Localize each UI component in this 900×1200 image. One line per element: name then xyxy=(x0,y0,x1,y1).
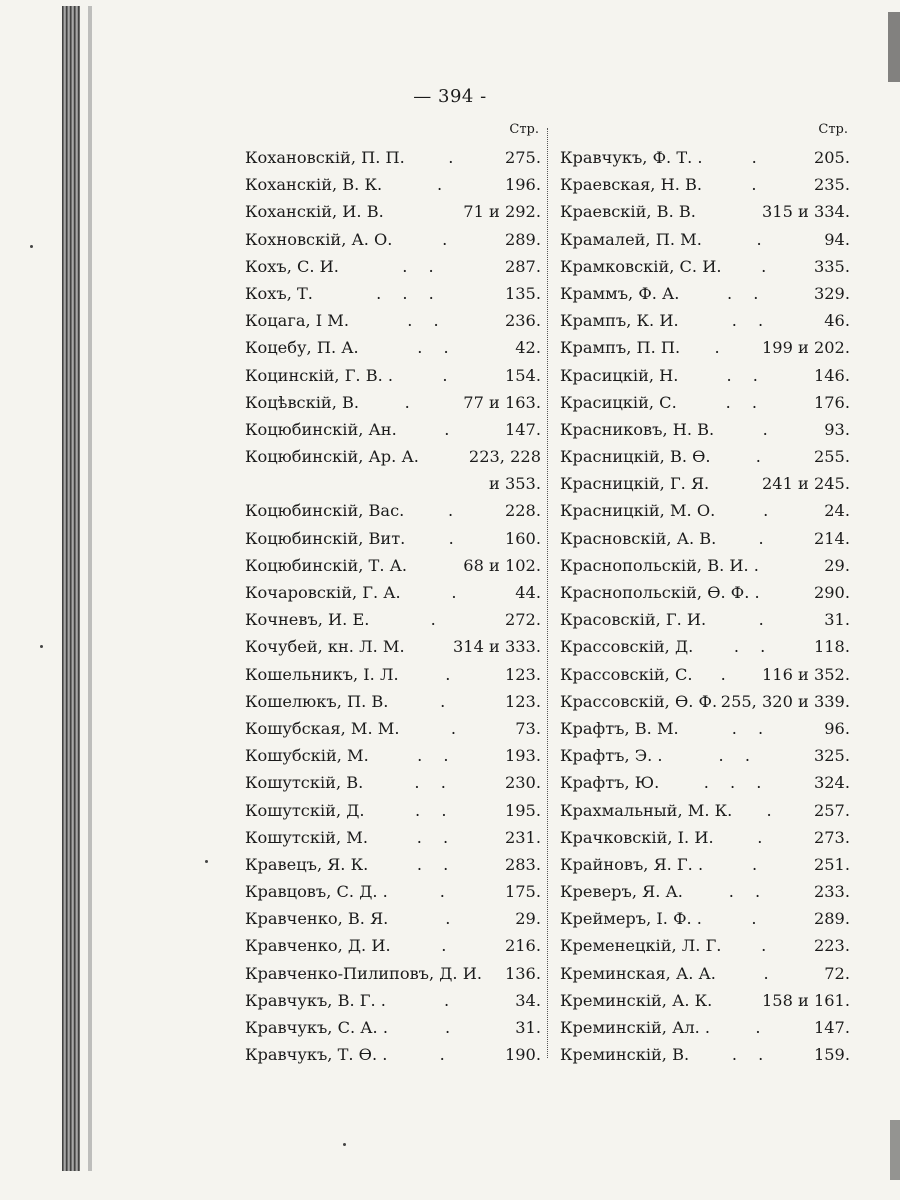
index-entry xyxy=(560,606,850,633)
index-entry xyxy=(560,932,850,959)
entry-page-ref: 123. xyxy=(504,664,541,684)
index-entry xyxy=(560,688,850,715)
entry-leader-dots xyxy=(712,987,762,1014)
index-entry xyxy=(245,552,541,579)
index-entry xyxy=(560,334,850,361)
index-entry xyxy=(560,144,850,171)
entry-page-ref: 195. xyxy=(504,800,541,820)
index-entry xyxy=(245,280,541,307)
entry-leader-dots: . xyxy=(762,419,776,439)
entry-leader-dots: . xyxy=(451,583,465,602)
page-edge-mark-top xyxy=(888,12,900,82)
book-spine-edge xyxy=(88,6,92,1171)
entry-leader-dots xyxy=(760,579,814,606)
entry-page-ref: 160. xyxy=(504,528,541,548)
entry-name: Крафтъ, Ю. xyxy=(560,773,660,793)
entry-leader-dots: . . xyxy=(416,854,457,874)
entry-leader-dots xyxy=(419,443,469,470)
entry-page-ref: 147. xyxy=(504,419,541,439)
entry-leader-dots: . . xyxy=(726,365,766,385)
entry-leader-dots: . xyxy=(751,854,766,874)
entry-leader-dots: . . xyxy=(402,256,442,276)
index-entry xyxy=(560,742,850,769)
entry-name: Кравцовъ, С. Д. . xyxy=(245,882,388,902)
entry-leader-dots: . xyxy=(445,1018,459,1037)
entry-name: Краевскій, В. В. xyxy=(560,202,696,222)
entry-name: Красницкій, М. О. xyxy=(560,501,716,521)
entry-name: Краевская, Н. В. xyxy=(560,175,703,195)
index-entry xyxy=(245,905,541,932)
index-entry xyxy=(245,960,541,987)
entry-leader-dots: . xyxy=(755,447,769,467)
entry-page-ref: 31. xyxy=(824,610,850,630)
index-entries-left xyxy=(245,144,541,1068)
entry-name: Коцюбинскій, Ар. А. xyxy=(245,447,419,467)
entry-name: Креймеръ, І. Ф. . xyxy=(560,909,702,929)
entry-name: Коцюбинскій, Вас. xyxy=(245,501,405,521)
entry-page-ref: 96. xyxy=(824,718,850,738)
entry-name: Коцинскій, Г. В. . xyxy=(245,365,394,385)
entry-name: Кочневъ, И. Е. xyxy=(245,610,370,630)
entry-page-ref: 289. xyxy=(504,229,541,249)
entry-name: Крассовскій, С. xyxy=(560,664,693,684)
index-entry xyxy=(560,797,850,824)
entry-page-ref: 176. xyxy=(813,392,850,412)
entry-page-ref: 190. xyxy=(504,1045,541,1065)
entry-name: Кравчукъ, В. Г. . xyxy=(245,990,386,1010)
entry-name: Красовскій, Г. И. xyxy=(560,610,707,630)
entry-name: Кочаровскій, Г. А. xyxy=(245,583,401,602)
index-entry xyxy=(245,525,541,552)
entry-page-ref: 31. xyxy=(515,1018,541,1037)
entry-leader-dots: . . xyxy=(725,392,766,412)
print-speck xyxy=(205,860,208,863)
entry-page-ref: 158 и 161. xyxy=(761,990,850,1010)
index-entry xyxy=(245,362,541,389)
entry-name: Кохновскій, А. О. xyxy=(245,229,393,249)
page-column-header: Стр. xyxy=(509,122,539,137)
entry-leader-dots: . xyxy=(442,365,456,385)
index-entry xyxy=(245,198,541,225)
print-speck xyxy=(30,245,33,248)
entry-page-ref: 235. xyxy=(813,175,850,195)
entry-leader-dots: . xyxy=(756,229,770,249)
entry-page-ref: 251. xyxy=(813,854,850,874)
entry-name: Коцѣвскій, В. xyxy=(245,392,360,412)
index-entry xyxy=(560,878,850,905)
entry-leader-dots: . xyxy=(441,936,455,956)
entry-leader-dots: . xyxy=(448,501,462,521)
entry-name: Кравчукъ, С. А. . xyxy=(245,1018,388,1037)
entry-name: Коцюбинскій, Вит. xyxy=(245,528,406,548)
book-spine-shadow xyxy=(62,6,80,1171)
entry-page-ref: 34. xyxy=(515,990,541,1010)
page-column-header: Стр. xyxy=(818,122,848,137)
index-entry xyxy=(560,851,850,878)
entry-leader-dots xyxy=(759,552,824,579)
entry-leader-dots: . . xyxy=(731,311,772,331)
index-entry xyxy=(245,606,541,633)
entry-page-ref: 283. xyxy=(504,854,541,874)
index-entry xyxy=(560,525,850,552)
entry-page-ref: 154. xyxy=(504,365,541,385)
entry-page-ref: 44. xyxy=(515,583,541,602)
index-entry xyxy=(560,470,850,497)
entry-name: Крачковскій, І. И. xyxy=(560,827,714,847)
entry-page-ref: 223, 228 xyxy=(468,447,541,467)
entry-page-ref: 230. xyxy=(504,773,541,793)
entry-page-ref: 255, 320 и 339. xyxy=(720,691,850,711)
entry-name: Кременецкій, Л. Г. xyxy=(560,936,722,956)
entry-leader-dots: . xyxy=(758,528,772,548)
entry-leader-dots: . xyxy=(448,148,462,167)
entry-page-ref: 175. xyxy=(504,882,541,902)
index-entry xyxy=(245,878,541,905)
entry-leader-dots: . . xyxy=(728,882,769,902)
entry-page-ref: 193. xyxy=(504,746,541,766)
entry-page-ref: 205. xyxy=(813,148,850,167)
entry-leader-dots: . xyxy=(450,718,464,738)
index-entry xyxy=(560,824,850,851)
print-speck xyxy=(343,1143,346,1146)
entry-name: Коцебу, П. А. xyxy=(245,338,359,358)
entry-leader-dots: . . xyxy=(416,827,457,847)
entry-page-ref: 233. xyxy=(813,882,850,902)
entry-leader-dots: . xyxy=(757,827,771,847)
entry-page-ref: 93. xyxy=(824,419,850,439)
entry-leader-dots: . xyxy=(755,1018,769,1037)
index-entry xyxy=(245,443,541,470)
entry-page-ref: 136. xyxy=(504,963,541,983)
entry-leader-dots xyxy=(696,198,762,225)
entry-leader-dots: . xyxy=(439,882,453,902)
entry-leader-dots: . . xyxy=(733,637,774,657)
entry-name: Крафтъ, Э. . xyxy=(560,746,663,766)
page-number: — 394 - xyxy=(413,86,487,107)
entry-leader-dots: . xyxy=(714,338,728,358)
entry-name: Кохъ, Т. xyxy=(245,283,313,303)
entry-name: Коцага, І М. xyxy=(245,311,350,331)
index-entries-right xyxy=(560,144,850,1068)
entry-leader-dots: . xyxy=(720,664,734,684)
page-edge-mark-bottom xyxy=(890,1120,900,1180)
index-entry xyxy=(245,742,541,769)
entry-page-ref: 257. xyxy=(813,800,850,820)
index-entry xyxy=(560,769,850,796)
index-entry xyxy=(245,824,541,851)
index-entry xyxy=(245,797,541,824)
index-entry xyxy=(245,307,541,334)
entry-name: Кохъ, С. И. xyxy=(245,256,339,276)
entry-page-ref: 231. xyxy=(504,827,541,847)
print-speck xyxy=(40,645,43,648)
entry-page-ref: 273. xyxy=(813,827,850,847)
entry-page-ref: 255. xyxy=(813,447,850,467)
entry-name: Кочубей, кн. Л. М. xyxy=(245,637,405,657)
entry-name: Красницкій, В. Ѳ. xyxy=(560,447,711,467)
index-entry xyxy=(245,1041,541,1068)
entry-leader-dots: . xyxy=(444,990,458,1010)
entry-name: Креминская, А. А. xyxy=(560,963,716,983)
entry-name: Коцюбинскій, Т. А. xyxy=(245,555,408,575)
entry-leader-dots: . . xyxy=(731,718,772,738)
entry-page-ref: 159. xyxy=(813,1045,850,1065)
entry-name: Кошутскій, Д. xyxy=(245,800,365,820)
entry-page-ref: 146. xyxy=(813,365,850,385)
entry-name: Кравчукъ, Ф. Т. . xyxy=(560,148,703,167)
entry-page-ref: 329. xyxy=(813,283,850,303)
index-entry xyxy=(560,987,850,1014)
entry-leader-dots: . xyxy=(758,610,772,630)
entry-name: Красницкій, Г. Я. xyxy=(560,474,710,494)
entry-name: Крафтъ, В. М. xyxy=(560,718,679,738)
entry-leader-dots: . . xyxy=(407,311,447,331)
entry-name: Кравченко-Пилиповъ, Д. И. xyxy=(245,963,482,983)
entry-name: Кравченко, В. Я. xyxy=(245,909,389,929)
entry-page-ref: 325. xyxy=(813,746,850,766)
entry-leader-dots: . xyxy=(436,175,451,195)
entry-page-ref: 118. xyxy=(813,637,850,657)
entry-leader-dots: . . . xyxy=(376,283,442,303)
entry-name: Крампъ, К. И. xyxy=(560,311,679,331)
index-entry xyxy=(245,932,541,959)
entry-page-ref: 135. xyxy=(504,283,541,303)
entry-page-ref: 24. xyxy=(824,501,850,521)
entry-leader-dots: . xyxy=(445,664,459,684)
entry-page-ref: 29. xyxy=(824,555,850,575)
entry-name: Креверъ, Я. А. xyxy=(560,882,683,902)
entry-leader-dots: . . xyxy=(731,1045,772,1065)
index-entry xyxy=(560,633,850,660)
index-entry xyxy=(560,661,850,688)
entry-page-ref: 287. xyxy=(504,256,541,276)
entry-leader-dots: . xyxy=(404,392,418,412)
index-entry xyxy=(245,389,541,416)
entry-name: Крассовскій, Д. xyxy=(560,637,694,657)
entry-name: Красицкій, Н. xyxy=(560,365,679,385)
index-entry xyxy=(560,253,850,280)
entry-leader-dots: . . xyxy=(414,773,454,793)
column-divider xyxy=(547,128,548,1058)
index-entry xyxy=(560,171,850,198)
entry-name: Красновскій, А. В. xyxy=(560,528,717,548)
index-entry xyxy=(560,960,850,987)
entry-page-ref: 71 и 292. xyxy=(463,202,541,222)
entry-leader-dots: . . xyxy=(417,746,457,766)
entry-page-ref: 29. xyxy=(515,909,541,929)
index-entry xyxy=(560,280,850,307)
index-entry xyxy=(560,443,850,470)
entry-page-ref: 147. xyxy=(813,1018,850,1037)
entry-page-ref: 46. xyxy=(824,311,850,331)
entry-leader-dots: . . xyxy=(417,338,457,358)
entry-name: Крайновъ, Я. Г. . xyxy=(560,854,704,874)
entry-page-ref: 123. xyxy=(504,691,541,711)
index-entry xyxy=(560,226,850,253)
index-entry xyxy=(560,715,850,742)
index-column-left xyxy=(245,122,541,1068)
entry-leader-dots: . xyxy=(430,610,444,630)
entry-name: Кошутскій, В. xyxy=(245,773,364,793)
entry-name: Кравчукъ, Т. Ѳ. . xyxy=(245,1045,388,1065)
index-entry xyxy=(560,198,850,225)
index-entry xyxy=(560,579,850,606)
entry-name: Крампъ, П. П. xyxy=(560,338,681,358)
index-entry xyxy=(245,253,541,280)
entry-page-ref: 236. xyxy=(504,311,541,331)
entry-leader-dots xyxy=(482,960,505,987)
entry-page-ref: 289. xyxy=(813,909,850,929)
entry-page-ref: 223. xyxy=(813,936,850,956)
entry-page-ref: 77 и 163. xyxy=(463,392,541,412)
entry-name: Крассовскій, Ѳ. Ф. xyxy=(560,691,718,711)
entry-leader-dots: . xyxy=(445,909,459,929)
entry-page-ref: 68 и 102. xyxy=(463,555,541,575)
entry-page-ref: 315 и 334. xyxy=(761,202,850,222)
index-entry xyxy=(245,470,541,497)
index-entry xyxy=(245,334,541,361)
entry-name: Краснопольскій, Ѳ. Ф. . xyxy=(560,583,760,602)
index-entry xyxy=(560,552,850,579)
entry-name: Красицкій, С. xyxy=(560,392,677,412)
index-entry xyxy=(560,1041,850,1068)
entry-page-ref: 42. xyxy=(515,338,541,358)
index-entry xyxy=(245,579,541,606)
entry-page-ref: 73. xyxy=(515,718,541,738)
entry-leader-dots: . xyxy=(763,963,777,983)
entry-name: Креминскій, В. xyxy=(560,1045,690,1065)
entry-leader-dots: . xyxy=(448,528,462,548)
index-entry xyxy=(560,362,850,389)
entry-page-ref: 116 и 352. xyxy=(761,664,850,684)
entry-leader-dots: . xyxy=(442,229,456,249)
entry-leader-dots: . xyxy=(439,1045,453,1065)
index-entry xyxy=(245,416,541,443)
index-entry xyxy=(245,171,541,198)
entry-page-ref: 290. xyxy=(813,583,850,602)
entry-page-ref: 94. xyxy=(824,229,850,249)
entry-name: Коцюбинскій, Ан. xyxy=(245,419,397,439)
index-column-right xyxy=(560,122,850,1068)
entry-leader-dots: . xyxy=(761,936,775,956)
entry-leader-dots: . xyxy=(761,256,775,276)
entry-name: Креминскій, А. К. xyxy=(560,990,713,1010)
index-entry xyxy=(560,497,850,524)
entry-page-ref: 216. xyxy=(504,936,541,956)
entry-leader-dots: . . xyxy=(718,746,758,766)
index-entry xyxy=(560,905,850,932)
entry-leader-dots: . xyxy=(766,800,780,820)
entry-page-ref: 275. xyxy=(504,148,541,167)
entry-name: Крамковскій, С. И. xyxy=(560,256,722,276)
entry-leader-dots xyxy=(407,552,463,579)
entry-leader-dots: . . xyxy=(726,283,767,303)
entry-name: Кравецъ, Я. К. xyxy=(245,854,369,874)
entry-leader-dots: . . . xyxy=(703,773,770,793)
index-entry xyxy=(245,715,541,742)
entry-name: Кравченко, Д. И. xyxy=(245,936,391,956)
entry-name: Коханскій, В. К. xyxy=(245,175,383,195)
entry-leader-dots: . xyxy=(751,175,765,195)
index-entry xyxy=(245,144,541,171)
index-entry xyxy=(245,661,541,688)
index-entry xyxy=(560,389,850,416)
index-entry xyxy=(245,688,541,715)
index-entry xyxy=(560,1014,850,1041)
entry-leader-dots xyxy=(405,633,453,660)
index-entry xyxy=(245,1014,541,1041)
entry-leader-dots xyxy=(384,198,464,225)
entry-page-ref: 324. xyxy=(813,773,850,793)
entry-name: Крамалей, П. М. xyxy=(560,229,702,249)
entry-page-ref: 314 и 333. xyxy=(452,637,541,657)
index-entry xyxy=(245,987,541,1014)
entry-page-ref: 214. xyxy=(813,528,850,548)
index-entry xyxy=(245,226,541,253)
entry-page-ref: и 353. xyxy=(489,474,541,494)
entry-name: Кошутскій, М. xyxy=(245,827,368,847)
entry-page-ref: 72. xyxy=(824,963,850,983)
entry-page-ref: 199 и 202. xyxy=(761,338,850,358)
entry-name: Кошелюкъ, П. В. xyxy=(245,691,389,711)
index-entry xyxy=(245,497,541,524)
entry-page-ref: 241 и 245. xyxy=(761,474,850,494)
entry-name: Краснопольскій, В. И. . xyxy=(560,555,759,575)
entry-name: Кохановскій, П. П. xyxy=(245,148,405,167)
entry-name: Кошельникъ, І. Л. xyxy=(245,664,399,684)
entry-leader-dots: . xyxy=(751,148,765,167)
entry-leader-dots: . . xyxy=(415,800,455,820)
entry-name: Кошубскій, М. xyxy=(245,746,369,766)
entry-page-ref: 335. xyxy=(813,256,850,276)
entry-name: Краммъ, Ф. А. xyxy=(560,283,680,303)
index-entry xyxy=(245,851,541,878)
entry-page-ref: 272. xyxy=(504,610,541,630)
entry-leader-dots: . xyxy=(440,691,454,711)
entry-name: Коханскій, И. В. xyxy=(245,202,384,222)
entry-name: Крахмальный, М. К. xyxy=(560,800,733,820)
entry-leader-dots: . xyxy=(444,419,458,439)
entry-page-ref: 196. xyxy=(504,175,541,195)
entry-page-ref: 228. xyxy=(504,501,541,521)
index-entry xyxy=(245,633,541,660)
entry-name: Креминскій, Ал. . xyxy=(560,1018,711,1037)
index-entry xyxy=(560,307,850,334)
entry-name: Кошубская, М. М. xyxy=(245,718,400,738)
entry-leader-dots: . xyxy=(763,501,777,521)
index-entry xyxy=(560,416,850,443)
entry-leader-dots xyxy=(709,470,762,497)
entry-leader-dots: . xyxy=(751,909,765,929)
index-entry xyxy=(245,769,541,796)
entry-name: Красниковъ, Н. В. xyxy=(560,419,715,439)
